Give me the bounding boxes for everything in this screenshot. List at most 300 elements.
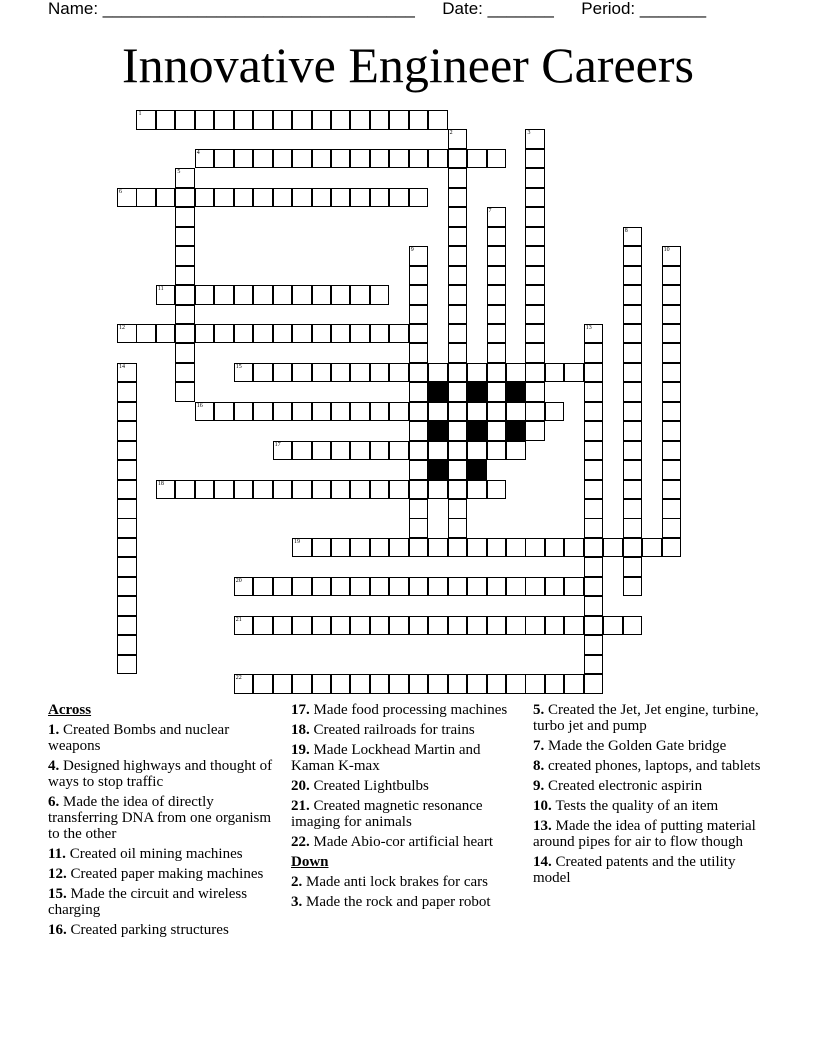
- grid-cell[interactable]: [234, 110, 254, 130]
- grid-cell[interactable]: [331, 363, 351, 383]
- grid-cell[interactable]: [448, 266, 468, 286]
- grid-cell[interactable]: [545, 538, 565, 558]
- grid-cell[interactable]: [545, 402, 565, 422]
- grid-cell[interactable]: [487, 421, 507, 441]
- grid-cell[interactable]: [603, 538, 623, 558]
- grid-cell[interactable]: [273, 188, 293, 208]
- grid-cell[interactable]: [448, 305, 468, 325]
- grid-cell[interactable]: [156, 188, 176, 208]
- grid-cell[interactable]: [331, 480, 351, 500]
- grid-cell[interactable]: [136, 110, 156, 130]
- grid-cell[interactable]: [175, 207, 195, 227]
- grid-cell[interactable]: [584, 382, 604, 402]
- grid-cell[interactable]: [409, 266, 429, 286]
- grid-cell[interactable]: [117, 635, 137, 655]
- grid-cell[interactable]: [584, 518, 604, 538]
- grid-cell[interactable]: [584, 674, 604, 694]
- grid-cell[interactable]: [214, 480, 234, 500]
- grid-cell[interactable]: [214, 188, 234, 208]
- grid-cell[interactable]: [409, 285, 429, 305]
- grid-cell[interactable]: [525, 285, 545, 305]
- grid-cell[interactable]: [662, 343, 682, 363]
- grid-cell[interactable]: [175, 363, 195, 383]
- grid-cell[interactable]: [117, 596, 137, 616]
- grid-cell[interactable]: [350, 149, 370, 169]
- grid-cell[interactable]: [234, 402, 254, 422]
- grid-cell[interactable]: [487, 305, 507, 325]
- grid-cell[interactable]: [273, 441, 293, 461]
- grid-cell[interactable]: [564, 577, 584, 597]
- grid-cell[interactable]: [487, 402, 507, 422]
- grid-cell[interactable]: [409, 480, 429, 500]
- grid-cell[interactable]: [312, 616, 332, 636]
- grid-cell[interactable]: [506, 616, 526, 636]
- grid-cell[interactable]: [409, 402, 429, 422]
- grid-cell[interactable]: [175, 343, 195, 363]
- grid-cell[interactable]: [253, 402, 273, 422]
- grid-cell[interactable]: [175, 246, 195, 266]
- grid-cell[interactable]: [428, 538, 448, 558]
- grid-cell[interactable]: [253, 285, 273, 305]
- grid-cell[interactable]: [292, 110, 312, 130]
- grid-cell[interactable]: [273, 674, 293, 694]
- grid-cell[interactable]: [603, 616, 623, 636]
- grid-cell[interactable]: [409, 538, 429, 558]
- grid-cell[interactable]: [175, 324, 195, 344]
- grid-cell[interactable]: [545, 616, 565, 636]
- grid-cell[interactable]: [525, 363, 545, 383]
- grid-cell[interactable]: [584, 343, 604, 363]
- grid-cell[interactable]: [642, 538, 662, 558]
- grid-cell[interactable]: [662, 480, 682, 500]
- grid-cell[interactable]: [370, 538, 390, 558]
- grid-cell[interactable]: [253, 674, 273, 694]
- grid-cell[interactable]: [273, 577, 293, 597]
- grid-cell[interactable]: [448, 149, 468, 169]
- grid-cell[interactable]: [662, 460, 682, 480]
- grid-cell[interactable]: [156, 285, 176, 305]
- grid-cell[interactable]: [331, 110, 351, 130]
- grid-cell[interactable]: [370, 285, 390, 305]
- grid-cell[interactable]: [195, 188, 215, 208]
- grid-cell[interactable]: [350, 577, 370, 597]
- grid-cell[interactable]: [175, 188, 195, 208]
- grid-cell[interactable]: [525, 305, 545, 325]
- grid-cell[interactable]: [117, 441, 137, 461]
- grid-cell[interactable]: [525, 343, 545, 363]
- grid-cell[interactable]: [195, 110, 215, 130]
- grid-cell[interactable]: [350, 538, 370, 558]
- grid-cell[interactable]: [409, 577, 429, 597]
- grid-cell[interactable]: [312, 363, 332, 383]
- grid-cell[interactable]: [448, 538, 468, 558]
- grid-cell[interactable]: [487, 441, 507, 461]
- grid-cell[interactable]: [409, 110, 429, 130]
- grid-cell[interactable]: [312, 480, 332, 500]
- grid-cell[interactable]: [428, 149, 448, 169]
- grid-cell[interactable]: [448, 246, 468, 266]
- grid-cell[interactable]: [584, 421, 604, 441]
- grid-cell[interactable]: [448, 363, 468, 383]
- grid-cell[interactable]: [467, 441, 487, 461]
- grid-cell[interactable]: [487, 480, 507, 500]
- grid-cell[interactable]: [623, 246, 643, 266]
- grid-cell[interactable]: [448, 441, 468, 461]
- grid-cell[interactable]: [448, 227, 468, 247]
- grid-cell[interactable]: [389, 577, 409, 597]
- grid-cell[interactable]: [156, 324, 176, 344]
- grid-cell[interactable]: [117, 616, 137, 636]
- grid-cell[interactable]: [350, 402, 370, 422]
- grid-cell[interactable]: [623, 227, 643, 247]
- grid-cell[interactable]: [273, 363, 293, 383]
- grid-cell[interactable]: [448, 460, 468, 480]
- grid-cell[interactable]: [331, 616, 351, 636]
- grid-cell[interactable]: [409, 421, 429, 441]
- grid-cell[interactable]: [623, 557, 643, 577]
- grid-cell[interactable]: [117, 499, 137, 519]
- grid-cell[interactable]: [409, 305, 429, 325]
- grid-cell[interactable]: [409, 343, 429, 363]
- grid-cell[interactable]: [662, 246, 682, 266]
- grid-cell[interactable]: [214, 402, 234, 422]
- grid-cell[interactable]: [350, 480, 370, 500]
- grid-cell[interactable]: [350, 674, 370, 694]
- grid-cell[interactable]: [487, 382, 507, 402]
- grid-cell[interactable]: [312, 285, 332, 305]
- grid-cell[interactable]: [331, 149, 351, 169]
- grid-cell[interactable]: [448, 207, 468, 227]
- grid-cell[interactable]: [525, 129, 545, 149]
- grid-cell[interactable]: [487, 363, 507, 383]
- grid-cell[interactable]: [448, 324, 468, 344]
- grid-cell[interactable]: [389, 110, 409, 130]
- grid-cell[interactable]: [117, 460, 137, 480]
- grid-cell[interactable]: [525, 577, 545, 597]
- grid-cell[interactable]: [662, 538, 682, 558]
- grid-cell[interactable]: [253, 480, 273, 500]
- grid-cell[interactable]: [506, 674, 526, 694]
- grid-cell[interactable]: [273, 149, 293, 169]
- grid-cell[interactable]: [292, 480, 312, 500]
- grid-cell[interactable]: [389, 363, 409, 383]
- grid-cell[interactable]: [467, 616, 487, 636]
- grid-cell[interactable]: [525, 538, 545, 558]
- grid-cell[interactable]: [448, 421, 468, 441]
- grid-cell[interactable]: [448, 285, 468, 305]
- grid-cell[interactable]: [292, 149, 312, 169]
- grid-cell[interactable]: [487, 266, 507, 286]
- grid-cell[interactable]: [117, 538, 137, 558]
- grid-cell[interactable]: [350, 110, 370, 130]
- grid-cell[interactable]: [623, 382, 643, 402]
- grid-cell[interactable]: [331, 324, 351, 344]
- grid-cell[interactable]: [584, 616, 604, 636]
- grid-cell[interactable]: [584, 324, 604, 344]
- grid-cell[interactable]: [506, 363, 526, 383]
- grid-cell[interactable]: [331, 577, 351, 597]
- grid-cell[interactable]: [409, 499, 429, 519]
- grid-cell[interactable]: [584, 460, 604, 480]
- grid-cell[interactable]: [584, 655, 604, 675]
- grid-cell[interactable]: [409, 460, 429, 480]
- grid-cell[interactable]: [662, 421, 682, 441]
- grid-cell[interactable]: [409, 149, 429, 169]
- grid-cell[interactable]: [448, 480, 468, 500]
- grid-cell[interactable]: [117, 188, 137, 208]
- grid-cell[interactable]: [448, 402, 468, 422]
- grid-cell[interactable]: [253, 149, 273, 169]
- grid-cell[interactable]: [312, 674, 332, 694]
- grid-cell[interactable]: [584, 441, 604, 461]
- grid-cell[interactable]: [525, 402, 545, 422]
- grid-cell[interactable]: [195, 285, 215, 305]
- grid-cell[interactable]: [214, 149, 234, 169]
- grid-cell[interactable]: [175, 285, 195, 305]
- grid-cell[interactable]: [525, 227, 545, 247]
- grid-cell[interactable]: [370, 324, 390, 344]
- grid-cell[interactable]: [584, 363, 604, 383]
- grid-cell[interactable]: [331, 441, 351, 461]
- grid-cell[interactable]: [506, 402, 526, 422]
- grid-cell[interactable]: [389, 538, 409, 558]
- grid-cell[interactable]: [525, 149, 545, 169]
- grid-cell[interactable]: [370, 674, 390, 694]
- grid-cell[interactable]: [428, 110, 448, 130]
- grid-cell[interactable]: [292, 538, 312, 558]
- grid-cell[interactable]: [448, 577, 468, 597]
- grid-cell[interactable]: [623, 305, 643, 325]
- grid-cell[interactable]: [467, 149, 487, 169]
- grid-cell[interactable]: [409, 674, 429, 694]
- grid-cell[interactable]: [623, 343, 643, 363]
- grid-cell[interactable]: [389, 616, 409, 636]
- grid-cell[interactable]: [312, 149, 332, 169]
- grid-cell[interactable]: [292, 363, 312, 383]
- grid-cell[interactable]: [273, 480, 293, 500]
- grid-cell[interactable]: [564, 363, 584, 383]
- grid-cell[interactable]: [312, 538, 332, 558]
- grid-cell[interactable]: [331, 285, 351, 305]
- grid-cell[interactable]: [623, 460, 643, 480]
- grid-cell[interactable]: [312, 577, 332, 597]
- grid-cell[interactable]: [234, 188, 254, 208]
- grid-cell[interactable]: [409, 324, 429, 344]
- grid-cell[interactable]: [273, 285, 293, 305]
- grid-cell[interactable]: [448, 188, 468, 208]
- grid-cell[interactable]: [350, 363, 370, 383]
- grid-cell[interactable]: [273, 616, 293, 636]
- grid-cell[interactable]: [331, 402, 351, 422]
- grid-cell[interactable]: [623, 441, 643, 461]
- grid-cell[interactable]: [273, 402, 293, 422]
- grid-cell[interactable]: [584, 635, 604, 655]
- grid-cell[interactable]: [253, 188, 273, 208]
- grid-cell[interactable]: [292, 441, 312, 461]
- grid-cell[interactable]: [487, 674, 507, 694]
- grid-cell[interactable]: [409, 188, 429, 208]
- date-field[interactable]: Date: _______: [442, 0, 554, 18]
- grid-cell[interactable]: [487, 538, 507, 558]
- grid-cell[interactable]: [389, 324, 409, 344]
- grid-cell[interactable]: [409, 382, 429, 402]
- grid-cell[interactable]: [331, 538, 351, 558]
- grid-cell[interactable]: [370, 363, 390, 383]
- grid-cell[interactable]: [175, 266, 195, 286]
- grid-cell[interactable]: [117, 480, 137, 500]
- grid-cell[interactable]: [195, 402, 215, 422]
- grid-cell[interactable]: [525, 421, 545, 441]
- grid-cell[interactable]: [409, 363, 429, 383]
- grid-cell[interactable]: [564, 674, 584, 694]
- grid-cell[interactable]: [428, 363, 448, 383]
- grid-cell[interactable]: [448, 499, 468, 519]
- grid-cell[interactable]: [117, 402, 137, 422]
- grid-cell[interactable]: [117, 324, 137, 344]
- grid-cell[interactable]: [312, 324, 332, 344]
- grid-cell[interactable]: [487, 343, 507, 363]
- grid-cell[interactable]: [448, 168, 468, 188]
- grid-cell[interactable]: [350, 324, 370, 344]
- grid-cell[interactable]: [525, 188, 545, 208]
- grid-cell[interactable]: [506, 577, 526, 597]
- grid-cell[interactable]: [525, 616, 545, 636]
- grid-cell[interactable]: [428, 577, 448, 597]
- grid-cell[interactable]: [623, 480, 643, 500]
- grid-cell[interactable]: [214, 324, 234, 344]
- grid-cell[interactable]: [312, 402, 332, 422]
- grid-cell[interactable]: [487, 207, 507, 227]
- grid-cell[interactable]: [584, 499, 604, 519]
- grid-cell[interactable]: [156, 110, 176, 130]
- grid-cell[interactable]: [623, 421, 643, 441]
- period-field[interactable]: Period: _______: [581, 0, 707, 18]
- grid-cell[interactable]: [584, 538, 604, 558]
- grid-cell[interactable]: [467, 577, 487, 597]
- grid-cell[interactable]: [448, 616, 468, 636]
- grid-cell[interactable]: [487, 285, 507, 305]
- grid-cell[interactable]: [525, 266, 545, 286]
- grid-cell[interactable]: [370, 110, 390, 130]
- grid-cell[interactable]: [292, 674, 312, 694]
- grid-cell[interactable]: [350, 616, 370, 636]
- grid-cell[interactable]: [350, 441, 370, 461]
- grid-cell[interactable]: [409, 518, 429, 538]
- grid-cell[interactable]: [292, 188, 312, 208]
- grid-cell[interactable]: [525, 168, 545, 188]
- grid-cell[interactable]: [253, 363, 273, 383]
- grid-cell[interactable]: [156, 480, 176, 500]
- grid-cell[interactable]: [195, 480, 215, 500]
- grid-cell[interactable]: [545, 363, 565, 383]
- grid-cell[interactable]: [467, 363, 487, 383]
- grid-cell[interactable]: [623, 538, 643, 558]
- grid-cell[interactable]: [662, 285, 682, 305]
- grid-cell[interactable]: [234, 674, 254, 694]
- grid-cell[interactable]: [662, 499, 682, 519]
- grid-cell[interactable]: [584, 557, 604, 577]
- grid-cell[interactable]: [467, 402, 487, 422]
- grid-cell[interactable]: [370, 441, 390, 461]
- grid-cell[interactable]: [506, 538, 526, 558]
- grid-cell[interactable]: [292, 285, 312, 305]
- grid-cell[interactable]: [117, 363, 137, 383]
- grid-cell[interactable]: [487, 246, 507, 266]
- grid-cell[interactable]: [584, 402, 604, 422]
- grid-cell[interactable]: [273, 110, 293, 130]
- grid-cell[interactable]: [525, 207, 545, 227]
- grid-cell[interactable]: [195, 324, 215, 344]
- grid-cell[interactable]: [428, 616, 448, 636]
- grid-cell[interactable]: [389, 188, 409, 208]
- grid-cell[interactable]: [525, 324, 545, 344]
- grid-cell[interactable]: [370, 188, 390, 208]
- grid-cell[interactable]: [662, 518, 682, 538]
- grid-cell[interactable]: [214, 110, 234, 130]
- grid-cell[interactable]: [234, 324, 254, 344]
- grid-cell[interactable]: [234, 577, 254, 597]
- grid-cell[interactable]: [409, 246, 429, 266]
- grid-cell[interactable]: [662, 441, 682, 461]
- grid-cell[interactable]: [448, 129, 468, 149]
- grid-cell[interactable]: [467, 538, 487, 558]
- grid-cell[interactable]: [428, 674, 448, 694]
- grid-cell[interactable]: [389, 402, 409, 422]
- grid-cell[interactable]: [662, 402, 682, 422]
- grid-cell[interactable]: [312, 188, 332, 208]
- grid-cell[interactable]: [175, 382, 195, 402]
- grid-cell[interactable]: [409, 616, 429, 636]
- grid-cell[interactable]: [467, 480, 487, 500]
- grid-cell[interactable]: [253, 110, 273, 130]
- grid-cell[interactable]: [662, 305, 682, 325]
- grid-cell[interactable]: [506, 441, 526, 461]
- grid-cell[interactable]: [564, 616, 584, 636]
- grid-cell[interactable]: [545, 674, 565, 694]
- grid-cell[interactable]: [234, 149, 254, 169]
- grid-cell[interactable]: [584, 596, 604, 616]
- grid-cell[interactable]: [487, 324, 507, 344]
- grid-cell[interactable]: [525, 246, 545, 266]
- grid-cell[interactable]: [467, 674, 487, 694]
- grid-cell[interactable]: [292, 577, 312, 597]
- name-field[interactable]: Name: _________________________________: [48, 0, 415, 18]
- grid-cell[interactable]: [253, 577, 273, 597]
- grid-cell[interactable]: [234, 480, 254, 500]
- grid-cell[interactable]: [448, 343, 468, 363]
- grid-cell[interactable]: [292, 616, 312, 636]
- grid-cell[interactable]: [389, 441, 409, 461]
- grid-cell[interactable]: [350, 188, 370, 208]
- grid-cell[interactable]: [448, 674, 468, 694]
- grid-cell[interactable]: [136, 324, 156, 344]
- grid-cell[interactable]: [448, 382, 468, 402]
- grid-cell[interactable]: [117, 518, 137, 538]
- grid-cell[interactable]: [370, 577, 390, 597]
- grid-cell[interactable]: [409, 441, 429, 461]
- grid-cell[interactable]: [370, 402, 390, 422]
- grid-cell[interactable]: [234, 616, 254, 636]
- grid-cell[interactable]: [623, 285, 643, 305]
- grid-cell[interactable]: [662, 266, 682, 286]
- grid-cell[interactable]: [312, 441, 332, 461]
- grid-cell[interactable]: [564, 538, 584, 558]
- grid-cell[interactable]: [117, 557, 137, 577]
- grid-cell[interactable]: [175, 305, 195, 325]
- grid-cell[interactable]: [428, 402, 448, 422]
- grid-cell[interactable]: [195, 149, 215, 169]
- grid-cell[interactable]: [584, 577, 604, 597]
